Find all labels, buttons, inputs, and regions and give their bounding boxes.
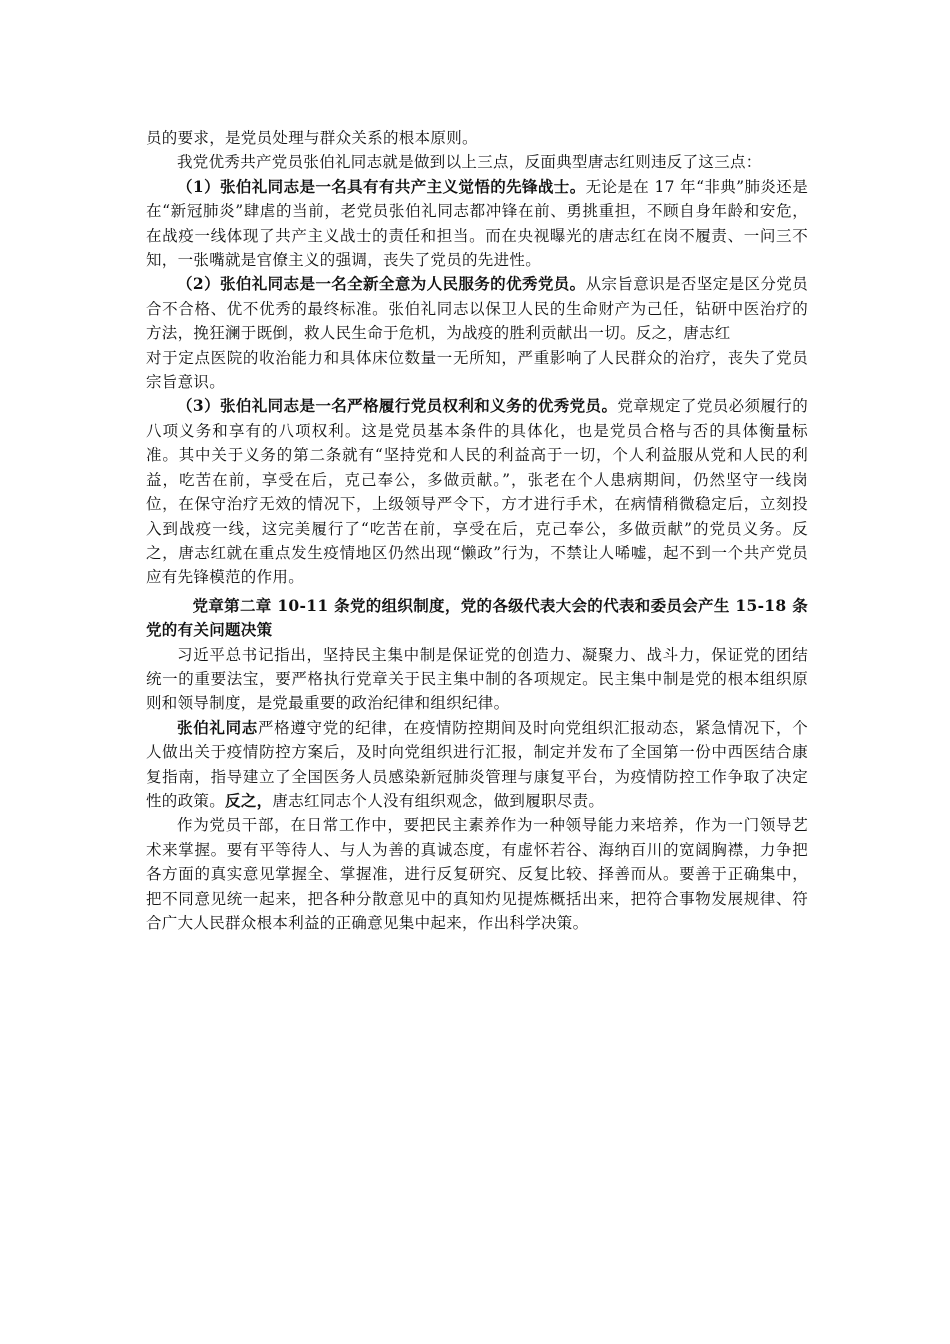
paragraph-3 [146, 175, 808, 273]
paragraph-9: 作为党员干部，在日常工作中，要把民主素养作为一种领导能力来培养，作为一门领导艺术来掌握。要有平等待人、与人为善的真诚态度，有虚怀若谷、海纳百川的宽阔胸襟，力争把各方面的真实意见掌握全、掌握准，进行反复研究、反复比较、择善而从。要善于正确集中，把不同意见统一起来，把各种分散意见中的真知灼见提炼概括出来，把符合事物发展规律、符合广大人民群众根本利益的正确意见集中起来，作出科学决策。 [146, 816, 808, 932]
paragraph-6-lead: （3）张伯礼同志是一名严格履行党员权利和义务的优秀党员。 [177, 396, 618, 416]
paragraph-8 [146, 716, 808, 814]
paragraph-5: 对于定点医院的收治能力和具体床位数量一无所知，严重影响了人民群众的治疗，丧失了党员宗旨意识。 [146, 348, 808, 392]
paragraph-4-text: 从宗旨意识是否坚定是区分党员合不合格、优不优秀的最终标准。张伯礼同志以保卫人民的生命财产为己任，钻研中医治疗的方法，挽狂澜于既倒，救人民生命于危机，为战疫的胜利贡献出一切。反之，唐志红 [146, 275, 808, 343]
paragraph-8-contrast: 反之， [225, 790, 273, 810]
paragraph-4 [146, 272, 808, 345]
paragraph-6 [146, 394, 808, 589]
paragraph-8-lead: 张伯礼同志 [177, 717, 258, 737]
paragraph-3-lead: （1）张伯礼同志是一名具有有共产主义觉悟的先锋战士。 [177, 176, 586, 196]
paragraph-4-lead: （2）张伯礼同志是一名全新全意为人民服务的优秀党员。 [177, 274, 586, 294]
paragraph-6-text: 党章规定了党员必须履行的八项义务和享有的八项权利。这是党员基本条件的具体化，也是党员合格与否的具体衡量标准。其中关于义务的第二条就有“坚持党和人民的利益高于一切，个人利益服从党和人民的利益，吃苦在前，享受在后，克己奉公，多做贡献。”，张老在个人患病期间，仍然坚守一线岗位，在保守治疗无效的情况下，上级领导严令下，方才进行手术，在病情稍微稳定后，立刻投入到战疫一线，这完美履行了“吃苦在前，享受在后，克己奉公，多做贡献”的党员义务。反之，唐志红就在重点发生疫情地区仍然出现“懒政”行为，不禁让人唏嘘，起不到一个共产党员应有先锋模范的作用。 [146, 397, 809, 587]
paragraph-3-text: 无论是在 17 年“非典”肺炎还是在“新冠肺炎”肆虐的当前，老党员张伯礼同志都冲锋在前、勇挑重担，不顾自身年龄和安危，在战疫一线体现了共产主义战士的责任和担当。而在央视曝光的唐志红在岗不履责、一问三不知，一张嘴就是官僚主义的强调，丧失了党员的先进性。 [146, 177, 808, 270]
document-body [146, 126, 808, 935]
paragraph-2: 我党优秀共产党员张伯礼同志就是做到以上三点，反面典型唐志红则违反了这三点： [177, 153, 762, 172]
paragraph-8-text-2: 唐志红同志个人没有组织观念，做到履职尽责。 [272, 791, 605, 810]
paragraph-8-text: 严格遵守党的纪律，在疫情防控期间及时向党组织汇报动态，紧急情况下，个人做出关于疫情防控方案后，及时向党组织进行汇报，制定并发布了全国第一份中西医结合康复指南，指导建立了全国医务人员感染新冠肺炎管理与康复平台，为疫情防控工作争取了决定性的政策。 [146, 718, 808, 810]
paragraph-1: 员的要求，是党员处理与群众关系的根本原则。 [146, 129, 478, 147]
section-heading: 党章第二章 10-11 条党的组织制度，党的各级代表大会的代表和委员会产生 15-18 条 党的有关问题决策 [146, 595, 808, 640]
paragraph-7: 习近平总书记指出，坚持民主集中制是保证党的创造力、凝聚力、战斗力，保证党的团结统一的重要法宝，要严格执行党章关于民主集中制的各项规定。民主集中制是党的根本组织原则和领导制度，是党最重要的政治纪律和组织纪律。 [146, 645, 808, 713]
